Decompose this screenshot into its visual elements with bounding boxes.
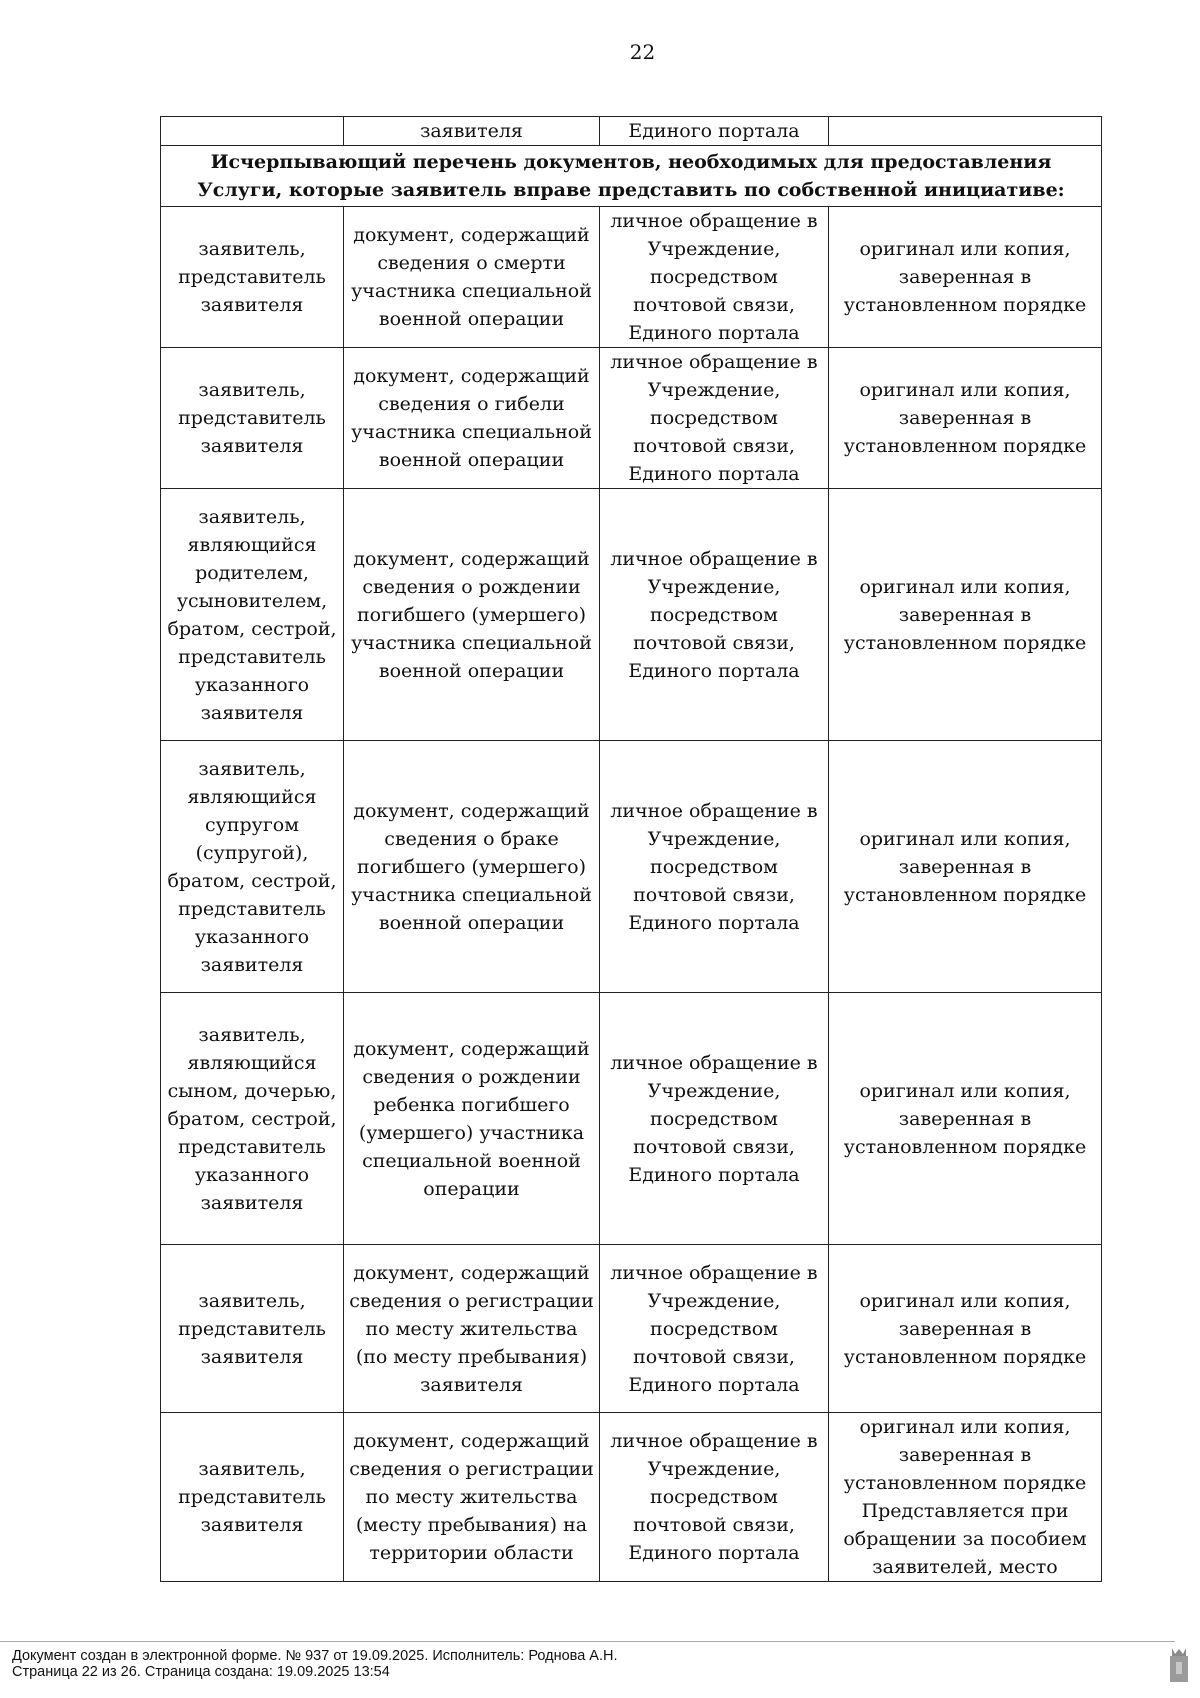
coat-of-arms-icon	[1168, 1646, 1190, 1684]
document-cell: документ, содержащий сведения о браке погибшего (умершего) участника специальной военной операции	[344, 741, 600, 993]
applicant-cell: заявитель, являющийся сыном, дочерью, братом, сестрой, представитель указанного заявителя	[161, 993, 344, 1245]
form-cell: оригинал или копия, заверенная в установленном порядке	[829, 348, 1102, 489]
section-header-row	[161, 146, 1102, 207]
document-cell: документ, содержащий сведения о рождении ребенка погибшего (умершего) участника специальной военной операции	[344, 993, 600, 1245]
form-cell: оригинал или копия, заверенная в установленном порядке	[829, 993, 1102, 1245]
table-row-top	[161, 117, 1102, 146]
applicant-cell: заявитель, представитель заявителя	[161, 207, 344, 348]
page-number: 22	[629, 40, 656, 64]
table-cell: заявителя	[344, 117, 600, 146]
document-cell: документ, содержащий сведения о регистрации по месту жительства (по месту пребывания) заявителя	[344, 1245, 600, 1413]
document-cell: документ, содержащий сведения о регистрации по месту жительства (месту пребывания) на территории области	[344, 1413, 600, 1582]
documents-table	[160, 116, 1102, 1582]
footer-divider	[0, 1641, 1175, 1642]
method-cell: личное обращение в Учреждение, посредством почтовой связи, Единого портала	[600, 207, 829, 348]
form-cell: оригинал или копия, заверенная в установленном порядке Представляется при обращении за пособием заявителей, место	[829, 1413, 1102, 1582]
table-row	[161, 348, 1102, 489]
table-row	[161, 1413, 1102, 1582]
form-cell: оригинал или копия, заверенная в установленном порядке	[829, 489, 1102, 741]
document-cell: документ, содержащий сведения о гибели участника специальной военной операции	[344, 348, 600, 489]
table-cell: Единого портала	[600, 117, 829, 146]
footer-line-2: Страница 22 из 26. Страница создана: 19.09.2025 13:54	[12, 1664, 390, 1680]
form-cell: оригинал или копия, заверенная в установленном порядке	[829, 1245, 1102, 1413]
table-cell	[829, 117, 1102, 146]
applicant-cell: заявитель, являющийся родителем, усыновителем, братом, сестрой, представитель указанного заявителя	[161, 489, 344, 741]
table-row	[161, 993, 1102, 1245]
method-cell: личное обращение в Учреждение, посредством почтовой связи, Единого портала	[600, 1245, 829, 1413]
applicant-cell: заявитель, представитель заявителя	[161, 1245, 344, 1413]
form-cell: оригинал или копия, заверенная в установленном порядке	[829, 741, 1102, 993]
method-cell: личное обращение в Учреждение, посредством почтовой связи, Единого портала	[600, 348, 829, 489]
table-row	[161, 489, 1102, 741]
document-footer	[12, 1648, 618, 1680]
table-row	[161, 207, 1102, 348]
applicant-cell: заявитель, являющийся супругом (супругой), братом, сестрой, представитель указанного заявителя	[161, 741, 344, 993]
section-header: Исчерпывающий перечень документов, необходимых для предоставления Услуги, которые заявитель вправе представить по собственной инициативе:	[161, 146, 1102, 207]
form-cell: оригинал или копия, заверенная в установленном порядке	[829, 207, 1102, 348]
table-row	[161, 741, 1102, 993]
table-row	[161, 1245, 1102, 1413]
method-cell: личное обращение в Учреждение, посредством почтовой связи, Единого портала	[600, 1413, 829, 1582]
document-cell: документ, содержащий сведения о смерти участника специальной военной операции	[344, 207, 600, 348]
method-cell: личное обращение в Учреждение, посредством почтовой связи, Единого портала	[600, 741, 829, 993]
applicant-cell: заявитель, представитель заявителя	[161, 1413, 344, 1582]
footer-line-1: Документ создан в электронной форме. № 937 от 19.09.2025. Исполнитель: Роднова А.Н.	[12, 1648, 618, 1664]
method-cell: личное обращение в Учреждение, посредством почтовой связи, Единого портала	[600, 489, 829, 741]
document-cell: документ, содержащий сведения о рождении погибшего (умершего) участника специальной военной операции	[344, 489, 600, 741]
method-cell: личное обращение в Учреждение, посредством почтовой связи, Единого портала	[600, 993, 829, 1245]
applicant-cell: заявитель, представитель заявителя	[161, 348, 344, 489]
table-cell	[161, 117, 344, 146]
